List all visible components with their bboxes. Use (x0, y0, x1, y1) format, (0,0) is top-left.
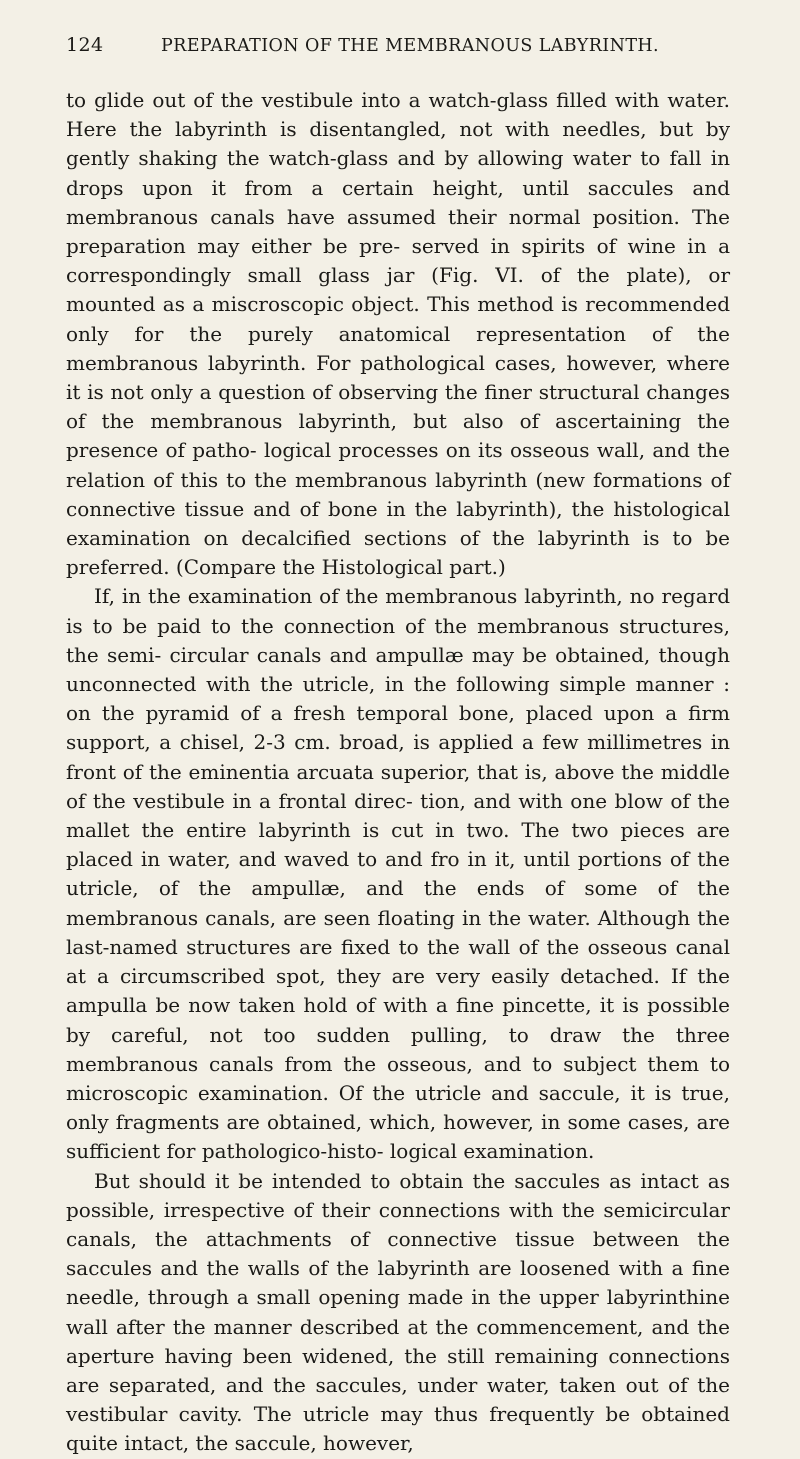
paragraph-saccules: But should it be intended to obtain the saccules as intact as possible, irrespective of their connections with the semicircular canals, the attachments of connective tissue between the saccules and the walls of the labyrinth are loosened with a fine needle, through a small opening made in the upper labyrinthine wall after the manner described at the commencement, and the aperture having been widened, the still remaining connections are separated, and the saccules, under water, taken out of the vestibular cavity. The utricle may thus frequently be obtained quite intact, the saccule, however, (66, 1168, 730, 1456)
running-head (66, 34, 730, 72)
paragraph-semicircular-canals: If, in the examination of the membranous labyrinth, no regard is to be paid to the connection of the membranous structures, the semi- circular canals and ampullæ may be obtained, though unconnected with the utricle, in the following simple manner : on the pyramid of a fresh temporal bone, placed upon a firm support, a chisel, 2-3 cm. broad, is applied a few millimetres in front of the eminentia arcuata superior, that is, above the middle of the vestibule in a frontal direc- tion, and with one blow of the mallet the entire labyrinth is cut in two. The two pieces are placed in water, and waved to and fro in it, until portions of the utricle, of the ampullæ, and the ends of some of the membranous canals, are seen floating in the water. Although the last-named structures are fixed to the wall of the osseous canal at a circumscribed spot, they are very easily detached. If the ampulla be now taken hold of with a fine pincette, it is possible by careful, not too sudden pulling, to draw the three membranous canals from the osseous, and to subject them to microscopic examination. Of the utricle and saccule, it is true, only fragments are obtained, which, however, in some cases, are sufficient for pathologico-histo- logical examination. (66, 584, 730, 1164)
page-number: 124 (66, 34, 104, 56)
body-text (66, 86, 730, 1459)
running-title: PREPARATION OF THE MEMBRANOUS LABYRINTH. (160, 36, 660, 56)
paragraph-continuation: to glide out of the vestibule into a watch-glass filled with water. Here the labyrinth is disentangled, not with needles, but by gently shaking the watch-glass and by allowing water to fall in drops upon it from a certain height, until saccules and membranous canals have assumed their normal position. The preparation may either be pre- served in spirits of wine in a correspondingly small glass jar (Fig. VI. of the plate), or mounted as a miscroscopic object. This method is recommended only for the purely anatomical representation of the membranous labyrinth. For pathological cases, however, where it is not only a question of observing the finer structural changes of the membranous labyrinth, but also of ascertaining the presence of patho- logical processes on its osseous wall, and the relation of this to the membranous labyrinth (new formations of connective tissue and of bone in the labyrinth), the histological examination on decalcified sections of the labyrinth is to be preferred. (Compare the Histological part.) (66, 88, 730, 580)
